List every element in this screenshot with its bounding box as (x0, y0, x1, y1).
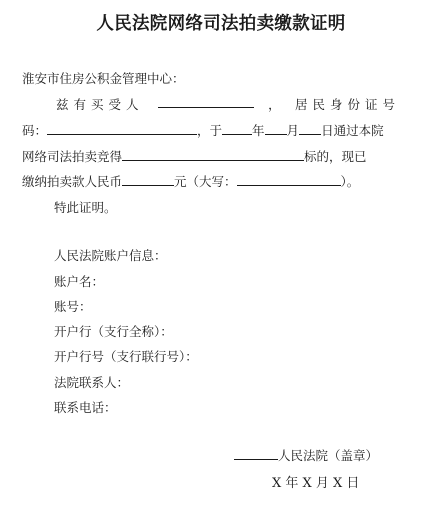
via-court-label: 日通过本院 (321, 123, 384, 138)
court-contact-field: 法院联系人： (54, 375, 130, 390)
year-label: 年 (252, 123, 265, 138)
comma: ， (268, 97, 281, 112)
year-blank (222, 122, 252, 135)
month-blank (265, 122, 287, 135)
month-label: 月 (286, 123, 300, 138)
account-name-field: 账户名： (54, 274, 105, 289)
court-seal-label: 人民法院（盖章） (278, 448, 379, 463)
id-number-blank (47, 122, 197, 135)
court-seal-line (234, 446, 378, 464)
bank-branch-field: 开户行（支行全称）： (54, 324, 173, 339)
auction-item-blank (122, 148, 304, 161)
contact-phone-field: 联系电话： (54, 400, 117, 415)
issue-date: X 年 X 月 X 日 (272, 476, 360, 491)
amount-words-label: 元（大写： (174, 174, 237, 189)
day-blank (299, 122, 321, 135)
id-number-label: 居民身份证号 (294, 97, 400, 112)
amount-words-blank (237, 173, 341, 186)
account-number-field: 账号： (54, 299, 92, 314)
bank-code-field: 开户行号（支行联行号）： (54, 349, 198, 364)
paragraph-line-4 (22, 172, 359, 190)
auction-won-label: 网络司法拍卖竞得 (22, 149, 123, 164)
on-date-label: ，于 (197, 123, 223, 138)
buyer-name-blank (158, 95, 254, 108)
account-info-heading: 人民法院账户信息： (54, 248, 167, 263)
buyer-label: 兹有买受人 (56, 97, 144, 112)
court-name-blank (234, 447, 278, 460)
document-title: 人民法院网络司法拍卖缴款证明 (96, 14, 346, 34)
paragraph-line-2 (22, 121, 384, 139)
addressee: 淮安市住房公积金管理中心： (22, 71, 185, 86)
closing-statement: 特此证明。 (54, 200, 117, 215)
paragraph-line-1 (56, 95, 400, 113)
amount-blank (122, 173, 174, 186)
paragraph-line-3 (22, 147, 367, 165)
item-paid-label: 标的，现已 (304, 149, 367, 164)
payment-label: 缴纳拍卖款人民币 (22, 174, 123, 189)
id-code-label: 码： (22, 123, 48, 138)
closing-paren: ）。 (340, 174, 360, 189)
